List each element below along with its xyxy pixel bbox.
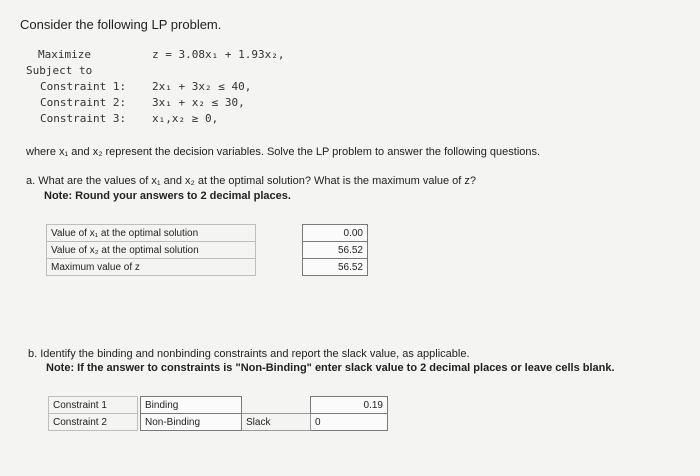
constraint-1-label: Constraint 1: [40, 80, 127, 93]
x2-value-label: Value of x₂ at the optimal solution [47, 242, 256, 259]
part-b-note: Note: If the answer to constraints is "Non-Binding" enter slack value to 2 decimal places or leave cells blank. [46, 362, 615, 374]
constraint-2-label: Constraint 2: [40, 96, 127, 109]
constraint-1-expression: 2x₁ + 3x₂ ≤ 40, [152, 80, 252, 93]
constraint-1-slack-label [242, 397, 311, 414]
table-row [47, 242, 368, 259]
table-row [49, 414, 388, 431]
x2-value-input[interactable]: 56.52 [303, 242, 368, 259]
constraint-2-status-select[interactable]: Non-Binding [141, 414, 242, 431]
objective-function: z = 3.08x₁ + 1.93x₂, [152, 48, 285, 61]
constraint-3-label: Constraint 3: [40, 112, 127, 125]
x1-value-input[interactable]: 0.00 [303, 225, 368, 242]
constraint-2-row-label: Constraint 2 [49, 414, 138, 431]
constraint-2-expression: 3x₁ + x₂ ≤ 30, [152, 96, 245, 109]
constraint-2-slack-input[interactable]: 0 [311, 414, 388, 431]
constraint-1-row-label: Constraint 1 [49, 397, 138, 414]
part-a-question: a. What are the values of x₁ and x₂ at the optimal solution? What is the maximum value of z? [26, 175, 477, 187]
table-row [47, 225, 368, 242]
intro-text: Consider the following LP problem. [20, 17, 222, 32]
part-b-question: b. Identify the binding and nonbinding constraints and report the slack value, as applicable. [28, 348, 470, 360]
constraint-1-slack-input[interactable]: 0.19 [311, 397, 388, 414]
max-z-input[interactable]: 56.52 [303, 259, 368, 276]
max-z-label: Maximum value of z [47, 259, 256, 276]
table-row [49, 397, 388, 414]
x1-value-label: Value of x₁ at the optimal solution [47, 225, 256, 242]
constraint-3-expression: x₁,x₂ ≥ 0, [152, 112, 219, 125]
decision-variables-description: where x₁ and x₂ represent the decision variables. Solve the LP problem to answer the following questions. [26, 146, 541, 158]
part-b-answer-table [48, 396, 388, 431]
constraint-2-slack-label: Slack [242, 414, 311, 431]
constraint-1-status-select[interactable]: Binding [141, 397, 242, 414]
subject-to-label: Subject to [26, 64, 93, 77]
maximize-label: Maximize [38, 48, 91, 61]
table-row [47, 259, 368, 276]
part-a-note: Note: Round your answers to 2 decimal places. [44, 190, 291, 202]
part-a-answer-table [46, 224, 368, 276]
